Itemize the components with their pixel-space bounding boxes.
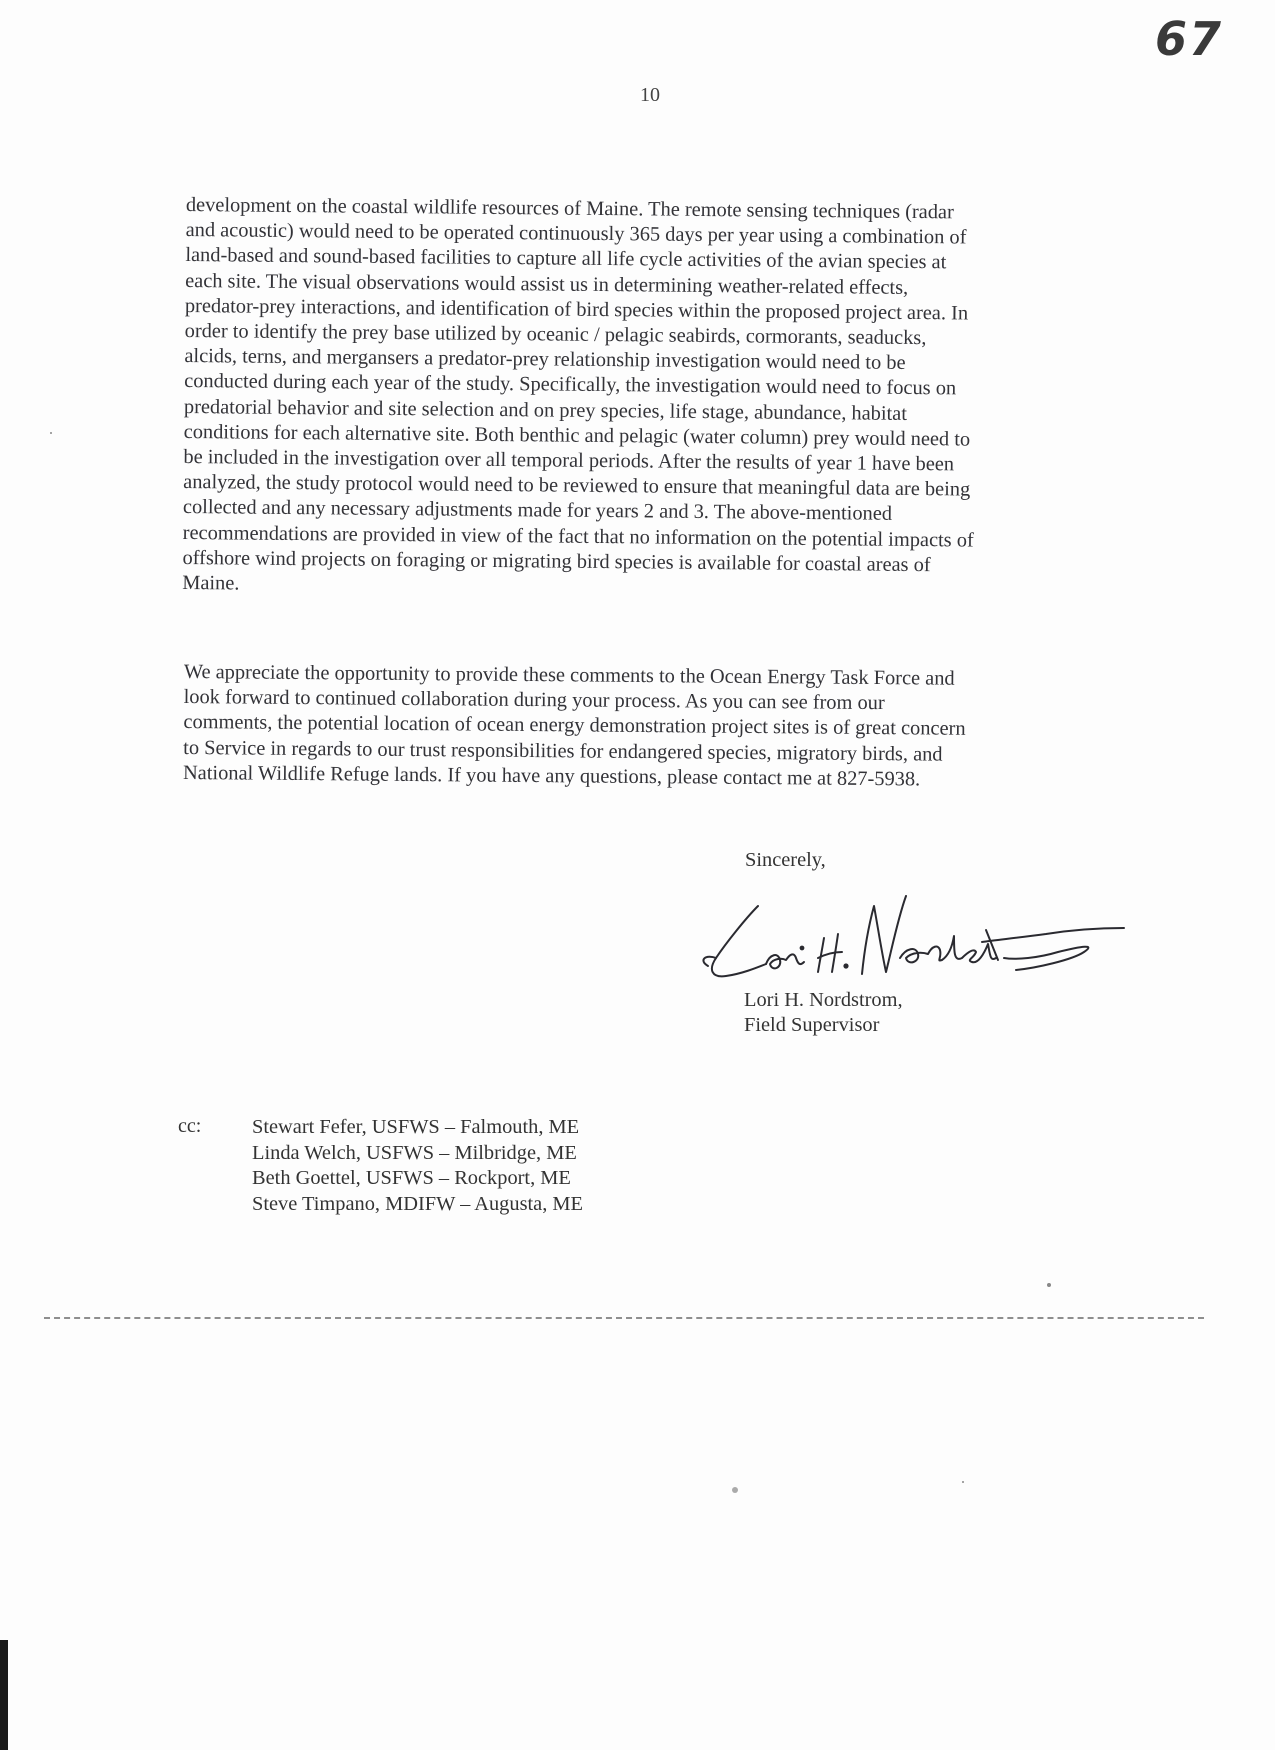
cc-recipient: Steve Timpano, MDIFW – Augusta, ME xyxy=(252,1192,583,1215)
cc-label: cc: xyxy=(178,1115,202,1137)
scan-speck xyxy=(50,432,52,434)
scan-speck xyxy=(1047,1283,1051,1287)
paragraph-line: look forward to continued collaboration during your process. As you can see from our xyxy=(183,686,885,715)
scan-edge-shadow xyxy=(0,1640,8,1750)
cc-recipient: Beth Goettel, USFWS – Rockport, ME xyxy=(252,1167,571,1189)
paragraph-line: recommendations are provided in view of the fact that no information on the potential impacts of xyxy=(182,521,974,552)
body-paragraph-1 xyxy=(182,193,1106,605)
cc-recipient-list xyxy=(252,1115,583,1217)
paragraph-line: predator-prey interactions, and identification of bird species within the proposed project area. In xyxy=(184,294,969,325)
cc-recipient: Linda Welch, USFWS – Milbridge, ME xyxy=(252,1141,577,1164)
paragraph-line: Maine. xyxy=(182,572,240,595)
paragraph-line: conditions for each alternative site. Both benthic and pelagic (water column) prey would need to xyxy=(183,420,971,451)
paragraph-line: predatorial behavior and site selection and on prey species, life stage, abundance, habitat xyxy=(183,395,908,425)
paragraph-line: National Wildlife Refuge lands. If you have any questions, please contact me at 827-5938. xyxy=(182,761,921,791)
paragraph-line: land-based and sound-based facilities to capture all life cycle activities of the avian species at xyxy=(185,244,947,274)
paragraph-line: order to identify the prey base utilized by oceanic / pelagic seabirds, cormorants, seaducks, xyxy=(184,320,927,350)
signer-name: Lori H. Nordstrom, xyxy=(744,989,903,1011)
cc-recipient: Stewart Fefer, USFWS – Falmouth, ME xyxy=(252,1116,580,1138)
paragraph-line: analyzed, the study protocol would need to be reviewed to ensure that meaningful data are being xyxy=(183,471,971,501)
dashed-divider xyxy=(44,1317,1204,1319)
body-paragraph-2 xyxy=(183,660,1104,794)
signer-block xyxy=(744,988,903,1038)
signer-title: Field Supervisor xyxy=(744,1014,880,1036)
handwritten-page-mark: 67 xyxy=(1155,12,1224,66)
paragraph-line: alcids, terns, and mergansers a predator-prey relationship investigation would need to be xyxy=(184,345,906,375)
paragraph-line: each site. The visual observations would assist us in determining weather-related effects, xyxy=(185,269,909,299)
paragraph-line: collected and any necessary adjustments made for years 2 and 3. The above-mentioned xyxy=(182,496,893,526)
paragraph-line: to Service in regards to our trust responsibilities for endangered species, migratory birds, and xyxy=(183,736,943,766)
closing-block xyxy=(745,848,1145,873)
scan-speck xyxy=(962,1481,964,1483)
paragraph-line: comments, the potential location of ocean energy demonstration project sites is of great concern xyxy=(183,711,966,741)
paragraph-line: development on the coastal wildlife resources of Maine. The remote sensing techniques (radar xyxy=(185,193,954,224)
paragraph-line: and acoustic) would need to be operated continuously 365 days per year using a combination of xyxy=(185,219,967,249)
handwritten-signature xyxy=(686,888,1136,988)
closing-salutation: Sincerely, xyxy=(745,849,826,871)
scan-speck xyxy=(732,1487,738,1493)
paragraph-line: offshore wind projects on foraging or migrating bird species is available for coastal areas of xyxy=(182,546,931,577)
paragraph-line: We appreciate the opportunity to provide these comments to the Ocean Energy Task Force and xyxy=(183,660,955,690)
paragraph-line: be included in the investigation over all temporal periods. After the results of year 1 have been xyxy=(183,446,955,476)
page-number: 10 xyxy=(640,84,660,106)
paragraph-line: conducted during each year of the study. Specifically, the investigation would need to focus on xyxy=(184,370,957,400)
